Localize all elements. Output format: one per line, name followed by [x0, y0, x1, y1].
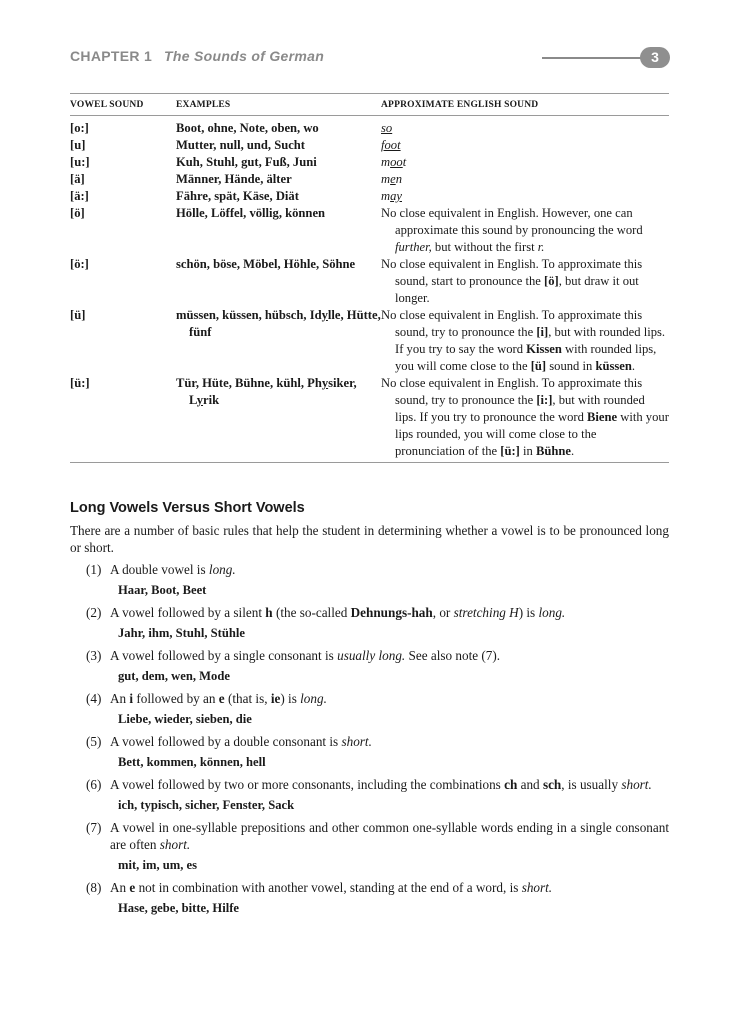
rule-example: mit, im, um, es — [118, 858, 198, 872]
english-word — [381, 189, 402, 203]
examples-cell: Boot, ohne, Note, oben, wo — [176, 121, 319, 135]
english-word-underlined: ay — [390, 189, 402, 203]
english-sound-cell: No close equivalent in English. To approximate this sound, start to pronounce the [ö], but draw it out longer. — [381, 257, 643, 305]
vowel-sound-cell: [o:] — [70, 121, 89, 135]
table-header-row — [70, 94, 669, 116]
table-row — [70, 307, 669, 375]
rules-list — [70, 561, 669, 922]
rule-example: ich, typisch, sicher, Fenster, Sack — [118, 798, 295, 812]
rule-item: (1) A double vowel is long. — [86, 562, 236, 577]
english-sound-cell — [381, 154, 669, 171]
section-heading: Long Vowels Versus Short Vowels — [70, 500, 305, 516]
english-sound-cell: No close equivalent in English. To approximate this sound, try to pronounce the [i:], but with rounded lips. If you try to pronounce the word Biene with your lips rounded, you will come close to the pronunciation of the [ü:] in Bühne. — [381, 375, 669, 463]
english-word: so — [381, 121, 393, 135]
english-sound-cell: No close equivalent in English. However, one can approximate this sound by pronouncing the word further, but without the first r. — [381, 206, 643, 254]
english-sound-cell — [381, 137, 669, 154]
rule-example: Jahr, ihm, Stuhl, Stühle — [118, 626, 245, 640]
table-row — [70, 188, 669, 205]
rule-item: (4) An i followed by an e (that is, ie) is long. — [86, 691, 327, 706]
rule-example: Liebe, wieder, sieben, die — [118, 712, 252, 726]
english-word-part: m — [381, 172, 391, 186]
table-row — [70, 116, 669, 138]
table-row — [70, 205, 669, 256]
table-row — [70, 154, 669, 171]
examples-cell: schön, böse, Möbel, Höhle, Söhne — [176, 257, 356, 271]
table-row — [70, 375, 669, 463]
english-word-underlined: oo — [390, 155, 403, 169]
rule-example: Haar, Boot, Beet — [118, 583, 207, 597]
examples-cell: Tür, Hüte, Bühne, kühl, Physiker, Lyrik — [176, 375, 381, 463]
examples-cell: Kuh, Stuhl, gut, Fuß, Juni — [176, 155, 317, 169]
vowel-sound-cell: [ü] — [70, 308, 86, 322]
vowel-sound-cell: [u:] — [70, 155, 90, 169]
vowel-sound-cell: [ä:] — [70, 189, 89, 203]
page-number-badge: 3 — [640, 47, 670, 68]
table-row — [70, 256, 669, 307]
rule-example: Bett, kommen, können, hell — [118, 755, 266, 769]
rule-item: (6) A vowel followed by two or more consonants, including the combinations ch and sch, is usually short. — [86, 777, 652, 792]
english-word-part: n — [395, 172, 402, 186]
english-sound-cell — [381, 171, 669, 188]
col-header-vowel-sound: VOWEL SOUND — [70, 94, 176, 116]
examples-cell: Mutter, null, und, Sucht — [176, 138, 306, 152]
rule-item: (7) A vowel in one-syllable prepositions and other common one-syllable words ending in a single consonant are often short. — [86, 820, 669, 852]
examples-cell: müssen, küssen, hübsch, Idylle, Hütte, fünf — [176, 308, 381, 339]
chapter-label — [70, 48, 324, 64]
vowel-sound-table — [70, 93, 669, 463]
table-row — [70, 137, 669, 154]
english-word — [381, 155, 406, 169]
section-intro: There are a number of basic rules that help the student in determining whether a vowel is to be pronounced long or short. — [70, 523, 669, 555]
rule-item: (2) A vowel followed by a silent h (the so-called Dehnungs-hah, or stretching H) is long. — [86, 605, 566, 620]
english-word-part: m — [381, 189, 391, 203]
examples-cell: Hölle, Löffel, völlig, können — [176, 206, 326, 220]
examples-cell: Fähre, spät, Käse, Diät — [176, 189, 299, 203]
rule-example: gut, dem, wen, Mode — [118, 669, 230, 683]
english-word-underlined: e — [390, 172, 396, 186]
vowel-sound-cell: [ö:] — [70, 257, 89, 271]
running-header — [70, 47, 670, 69]
vowel-sound-cell: [ö] — [70, 206, 85, 220]
examples-cell: Männer, Hände, älter — [176, 172, 292, 186]
table-row — [70, 171, 669, 188]
chapter-title: The Sounds of German — [164, 48, 325, 64]
rule-example: Hase, gebe, bitte, Hilfe — [118, 901, 240, 915]
english-sound-cell — [381, 188, 669, 205]
chapter-number: CHAPTER 1 — [70, 48, 153, 64]
rule-item: (5) A vowel followed by a double consonant is short. — [86, 734, 372, 749]
vowel-sound-cell: [u] — [70, 138, 86, 152]
rule-item: (3) A vowel followed by a single consonant is usually long. See also note (7). — [86, 648, 501, 663]
english-word-part: t — [402, 155, 407, 169]
col-header-english-sound: APPROXIMATE ENGLISH SOUND — [381, 94, 669, 116]
english-sound-cell — [381, 116, 669, 138]
english-word-part: m — [381, 155, 391, 169]
english-word: foot — [381, 138, 401, 152]
vowel-sound-cell: [ü:] — [70, 375, 176, 463]
english-word — [381, 172, 402, 186]
header-rule — [542, 57, 652, 59]
rule-item: (8) An e not in combination with another vowel, standing at the end of a word, is short. — [86, 880, 553, 895]
vowel-sound-cell: [ä] — [70, 172, 85, 186]
english-sound-cell: No close equivalent in English. To approximate this sound, try to pronounce the [i], but with rounded lips. If you try to say the word Kissen with rounded lips, you will come close to the [ü] sound in küssen. — [381, 308, 666, 373]
col-header-examples: EXAMPLES — [176, 94, 381, 116]
